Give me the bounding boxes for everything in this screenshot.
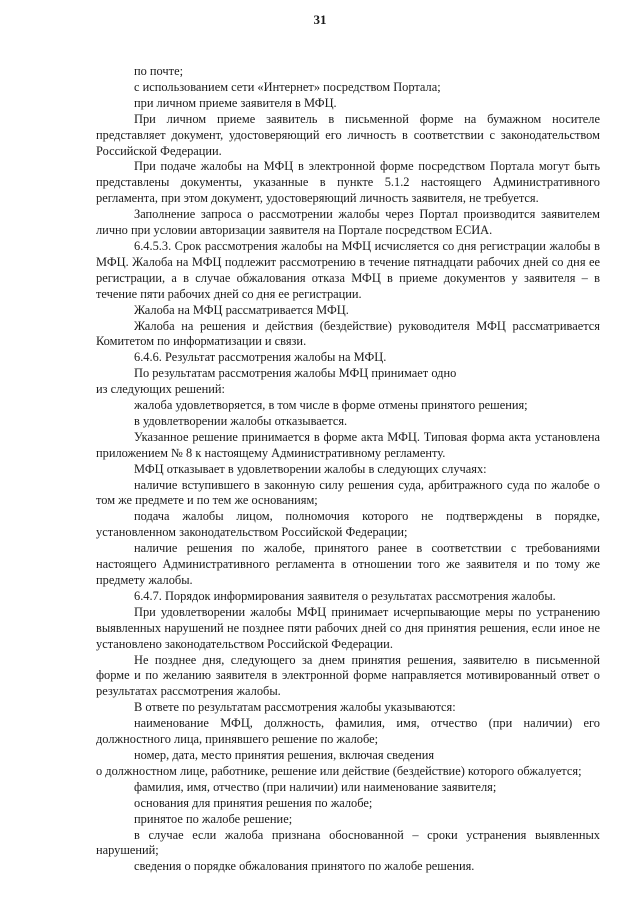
page-number: 31 [313,12,327,27]
paragraph: Заполнение запроса о рассмотрении жалобы через Портал производится заявителем лично при условии авторизации заявителя на Портале посредством ЕСИА. [96,207,600,238]
paragraph: Указанное решение принимается в форме акта МФЦ. Типовая форма акта установлена приложением № 8 к настоящему Административному регламенту. [96,429,600,460]
paragraph: При подаче жалобы на МФЦ в электронной форме посредством Портала могут быть представлены документы, указанные в пункте 5.1.2 настоящего Административного регламента, при этом документ, удостоверяющий личность заявителя, не требуется. [96,159,600,206]
paragraph: в случае если жалоба признана обоснованной – сроки устранения выявленных нарушений; [96,827,600,858]
paragraph: по почте; [134,64,184,78]
paragraph: сведения о порядке обжалования принятого по жалобе решения. [134,859,475,874]
paragraph: о должностном лице, работнике, решение или действие (бездействие) которого обжалуется; [96,763,582,778]
paragraph: наличие решения по жалобе, принятого ранее в соответствии с требованиями настоящего Административного регламента в отношении того же заявителя и по тому же предмету жалобы. [96,541,600,587]
paragraph: с использованием сети «Интернет» посредством Портала; [134,79,441,94]
paragraph: При личном приеме заявитель в письменной форме на бумажном носителе представляет документ, удостоверяющий его личность в соответствии с законодательством Российской Федерации. [96,111,600,158]
paragraph: 6.4.6. Результат рассмотрения жалобы на МФЦ. [134,350,387,365]
paragraph: основания для принятия решения по жалобе; [134,795,373,810]
paragraph: жалоба удовлетворяется, в том числе в форме отмены принятого решения; [134,398,528,413]
paragraph: наименование МФЦ, должность, фамилия, имя, отчество (при наличии) его должностного лица, принявшего решение по жалобе; [96,716,600,747]
paragraph: По результатам рассмотрения жалобы МФЦ принимает одно [134,366,457,381]
page-body [96,64,600,875]
paragraph: 6.4.5.3. Срок рассмотрения жалобы на МФЦ исчисляется со дня регистрации жалобы в МФЦ. Жалоба на МФЦ подлежит рассмотрению в течение пятнадцати рабочих дней со дня ее регистрации, а в случае обжалования отказа МФЦ в приеме документов у заявителя – в течение пяти рабочих дней со дня ее регистрации. [96,238,600,301]
paragraph: МФЦ отказывает в удовлетворении жалобы в следующих случаях: [134,461,487,476]
paragraph: Жалоба на решения и действия (бездействие) руководителя МФЦ рассматривается Комитетом по информатизации и связи. [96,318,600,349]
paragraph: при личном приеме заявителя в МФЦ. [134,95,337,110]
paragraph: В ответе по результатам рассмотрения жалобы указываются: [134,700,456,715]
paragraph: наличие вступившего в законную силу решения суда, арбитражного суда по жалобе о том же предмете и по тем же основаниям; [96,477,600,508]
paragraph: подача жалобы лицом, полномочия которого не подтверждены в порядке, установленном законодательством Российской Федерации; [96,509,600,540]
paragraph: Не позднее дня, следующего за днем принятия решения, заявителю в письменной форме и по желанию заявителя в электронной форме направляется мотивированный ответ о результатах рассмотрения жалобы. [96,652,600,699]
paragraph: 6.4.7. Порядок информирования заявителя о результатах рассмотрения жалобы. [134,588,556,603]
paragraph: номер, дата, место принятия решения, включая сведения [134,747,435,762]
paragraph: из следующих решений: [96,382,225,397]
paragraph: в удовлетворении жалобы отказывается. [134,413,348,428]
paragraph: фамилия, имя, отчество (при наличии) или наименование заявителя; [134,779,497,794]
paragraph: Жалоба на МФЦ рассматривается МФЦ. [134,302,349,317]
paragraph: При удовлетворении жалобы МФЦ принимает исчерпывающие меры по устранению выявленных нарушений не позднее пяти рабочих дней со дня принятия решения, если иное не установлено законодательством Российской Федерации. [96,604,600,651]
paragraph: принятое по жалобе решение; [134,811,293,826]
